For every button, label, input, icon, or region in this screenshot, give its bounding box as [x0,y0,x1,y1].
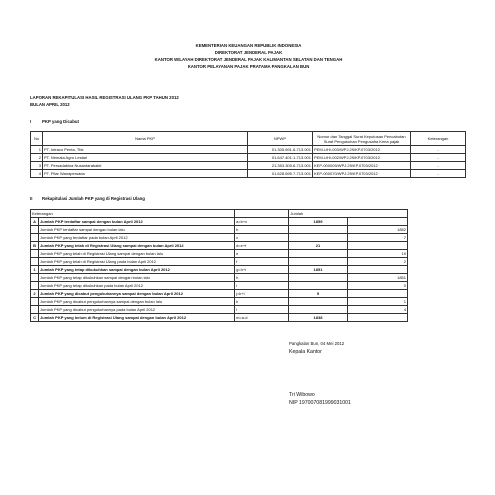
row-formula: a=b+c [235,218,289,226]
table-row [31,290,408,298]
row-subtotal [289,274,347,282]
table-row [31,250,408,258]
table-row [31,282,408,290]
row-note: - [411,162,466,170]
row-detail-value [347,242,407,250]
row-description: Jumlah PKP yang tetap dikukuhkan sampai dengan bulan April 2012 [39,266,235,274]
row-description: Jumlah PKP yang belum di Registrasi Ulang sampai dengan bulan April 2012 [39,314,235,322]
row-description: Jumlah PKP yang dicabut pengukuhannya sampai dengan bulan lalu [39,298,235,306]
row-subtotal [289,258,347,266]
row-code: 2 [31,290,39,298]
row-subtotal [289,306,347,314]
row-formula: h [235,274,289,282]
section2-title: Rekapitulasi Jumlah PKP yang di Registrasi Ulang [42,196,145,201]
table-row [31,242,408,250]
table-row [31,154,466,162]
row-note: - [411,146,466,154]
section2-number: II [30,196,33,201]
row-formula: k [235,298,289,306]
table-row [31,170,466,178]
col-header-no: No [31,132,43,146]
row-description: Jumlah PKP yang dicabut pengukuhannya pada bulan April 2012 [39,306,235,314]
revoked-pkp-header-row [31,132,466,146]
row-code [31,258,39,266]
header-ministry: KEMENTERIAN KEUANGAN REPUBLIK INDONESIA [195,43,302,48]
row-description: Jumlah PKP yang telah di Registrasi Ulang pada bulan April 2012 [39,258,235,266]
header-regional-office: KANTOR WILAYAH DIREKTORAT JENDERAL PAJAK KALIMANTAN SELATAN DAN TENGAH [154,57,343,62]
report-title: LAPORAN REKAPITULASI HASIL REGISTRASI ULANG PKP TAHUN 2012 [30,95,179,100]
row-formula: g=h+i [235,266,289,274]
header-tax-office: KANTOR PELAYANAN PAJAK PRATAMA PANGKALAN BUN [187,64,310,69]
row-npwp: 01.305.691.6-713.001 [248,146,313,154]
row-code [31,226,39,234]
row-note: - [411,154,466,162]
row-no: 1 [31,146,43,154]
col-header-npwp: NPWP [248,132,313,146]
row-name: PT. Intraco Penta, Tbk [43,146,248,154]
row-letter: KEP-000070/WPJ.29/KP.0703/2012 [313,170,411,178]
row-npwp: 01.647.401.1-713.001 [248,154,313,162]
revoked-pkp-table [30,131,466,178]
row-letter: PEM-UH/-002/WPJ.29/KP.0703/2012 [313,154,411,162]
row-code [31,298,39,306]
col-header-note: Keterangan [411,132,466,146]
summary-header-row [31,210,408,218]
row-code: B [31,242,39,250]
row-no: 4 [31,170,43,178]
row-code [31,274,39,282]
row-detail-value [347,290,407,298]
row-formula: f [235,258,289,266]
row-code: 1 [31,266,39,274]
row-code: A [31,218,39,226]
row-note: - [411,170,466,178]
table-row [31,146,466,154]
col-header-name: Nama PKP [43,132,248,146]
row-detail-value: 1851 [347,274,407,282]
row-subtotal: 1838 [289,314,347,322]
signature-nip: NIP 197007081999031001 [289,400,351,406]
table-row [31,298,408,306]
report-period: BULAN APRIL 2012 [30,102,70,107]
col-header-description: Keterangan [31,210,235,218]
row-formula: b [235,226,289,234]
row-detail-value: 4 [347,306,407,314]
row-description: Jumlah PKP terdaftar sampai dengan bulan April 2012 [39,218,235,226]
row-name: PT. Nirmala Agro Lestari [43,154,248,162]
row-detail-value [347,218,407,226]
row-detail-value: 1852 [347,226,407,234]
col-header-value: Jumlah [289,210,408,218]
row-subtotal: 1859 [289,218,347,226]
row-subtotal [289,298,347,306]
row-formula: e [235,250,289,258]
table-row [31,258,408,266]
row-name: PT. Persadabina Nusantarabakti [43,162,248,170]
table-row [31,266,408,274]
row-no: 2 [31,154,43,162]
row-description: Jumlah PKP yang tetap dikukuhkan pada bulan April 2012 [39,282,235,290]
row-subtotal [289,250,347,258]
row-subtotal: 21 [289,242,347,250]
row-detail-value: 0 [347,282,407,290]
table-row [31,162,466,170]
section1-title: PKP yang Dicabut [42,119,79,124]
row-npwp: 21.353.305.6-713.001 [248,162,313,170]
row-description: Jumlah PKP yang telah di Registrasi Ulang sampai dengan bulan lalu [39,250,235,258]
signature-place-date: Pangkalan Bun, 04 Mei 2012 [289,341,345,346]
row-description: Jumlah PKP yang tetap dikukuhkan sampai dengan bulan lalu [39,274,235,282]
registration-summary-table [30,209,408,322]
header-directorate: DIREKTORAT JENDERAL PAJAK [214,50,283,55]
table-row [31,234,408,242]
row-code [31,306,39,314]
col-header-formula [235,210,289,218]
row-subtotal: 5 [289,290,347,298]
table-row [31,226,408,234]
row-letter: PEM-UH/-003/WPJ.29/KP.0703/2012 [313,146,411,154]
table-row [31,274,408,282]
row-subtotal [289,282,347,290]
row-detail-value: 1 [347,298,407,306]
signature-name: Tri Wibowo [289,392,315,398]
row-code: C [31,314,39,322]
row-code [31,234,39,242]
row-formula: d=e+f [235,242,289,250]
row-description: Jumlah PKP yang telah di Registrasi Ulang sampai dengan bulan April 2012 [39,242,235,250]
row-description: Jumlah PKP terdaftar sampai dengan bulan lalu [39,226,235,234]
table-row [31,314,408,322]
row-subtotal: 1851 [289,266,347,274]
row-detail-value: 19 [347,250,407,258]
row-letter: KEP-000009/WPJ.29/KP.0703/2012 [313,162,411,170]
row-formula: l [235,306,289,314]
row-no: 3 [31,162,43,170]
col-header-letter: Nomor dan Tanggal Surat Keputusan Pencabutan Surat Pengukuhan Pengusaha Kena pajak [313,132,411,146]
table-row [31,306,408,314]
row-detail-value [347,266,407,274]
row-subtotal [289,226,347,234]
signature-role: Kepala Kantor [289,349,322,355]
row-detail-value: 7 [347,234,407,242]
row-name: PT. Pilar Wanapersada [43,170,248,178]
table-row [31,218,408,226]
row-subtotal [289,234,347,242]
row-formula: j=k+l [235,290,289,298]
row-npwp: 01.628.695.7-713.001 [248,170,313,178]
row-formula: i [235,282,289,290]
row-code [31,282,39,290]
row-detail-value: 2 [347,258,407,266]
row-description: Jumlah PKP yang dicabut pengukuhannya sampai dengan bulan April 2012 [39,290,235,298]
row-description: Jumlah PKP yang terdaftar pada bulan April 2012 [39,234,235,242]
row-formula: m=a-d [235,314,289,322]
row-detail-value [347,314,407,322]
row-code [31,250,39,258]
section1-number: I [30,119,32,124]
row-formula: c [235,234,289,242]
